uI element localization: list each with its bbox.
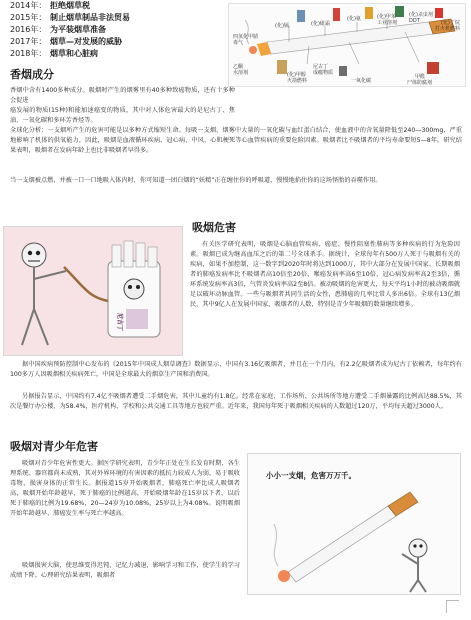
components-paragraph: 全球化分析：一支烟所产生的危害可能是以多种方式缩短生命。每吸一支烟，烟雾中大量的一氧化碳与血红蛋白结合，使血液中的含氧量降低至240—300mg，严重地影响了机体的供氧能力，因此，吸烟是血液循环疾病、冠心病、中风、心肌梗死等心血管疾病的重要危险因素。吸烟者比不吸烟者的平均寿命要短5—8年。研究结果表明，吸烟者在发病年龄上也比非吸烟者早得多。 [10, 127, 462, 154]
timeline-event: 烟草和心脏病 [50, 49, 98, 58]
teens-paragraph: 吸烟损害大脑，使思维变得迟钝，记忆力减退，影响学习和工作，使学生的学习成绩下降。心理研究结果表明，吸烟者 [10, 562, 240, 579]
poster-smoking-death [3, 226, 183, 356]
hazards-paragraph: 另据报告显示，中国约有7.4亿不吸烟者遭受二手烟危害，其中儿童约有1.8亿。经常在家庭、工作场所、公共场所等地方遭受二手烟暴露的比例高达88.5%，其次是餐厅办公楼，为58.4%，医疗机构、学校和公共交通工具等地方也较严重。近年来，我国每年死于吸烟相关疾病的人数超过120万，平均每天超过3000人。 [10, 393, 462, 410]
timeline-year: 2015年： [10, 13, 47, 22]
timeline-event: 为平装烟草准备 [50, 25, 106, 34]
ingredient-note: 尸体防腐剂 [407, 80, 433, 86]
theme-timeline [10, 0, 210, 60]
ingredient-label: (化)杀虫剂 [409, 12, 433, 18]
ingredient-note: 成瘾物质 [313, 70, 334, 76]
poster-small-cigarette [247, 453, 461, 595]
timeline-year: 2016年： [10, 25, 47, 34]
timeline-year: 2017年： [10, 37, 47, 46]
teens-paragraph: 吸烟对青少年危害性更大。据医学研究表明，青少年正处在生长发育时期，各生理系统、器官都尚未成熟，其对外界环境的有害因素的抵抗力较成人为弱，易于吸收毒物，损害身体的正常生长。据报道15岁开始吸烟者，肺癌死亡率比成人吸烟者高，吸烟开始年龄越早，死于肺癌的比例越高，开始吸烟年龄在15岁以下者，以后死于肺癌的比例为19.68%，20—24岁为10.08%，25岁以上为4.08%。说明吸烟开始年龄越早，肺癌发生率与死亡率越高。 [10, 460, 240, 517]
timeline-event: 制止烟草制品非法贸易 [50, 13, 130, 22]
ingredient-label: (化)甲苯 [377, 14, 396, 20]
page-corner-mark [446, 600, 459, 613]
components-paragraph: 癌发展的物质(15种)和能加速癌变的物质，其中对人体危害最大的是尼古丁、焦油、一氧化碳和多环芳香烃等。 [10, 107, 235, 124]
ingredient-note: DDT [409, 18, 420, 24]
ingredient-label: 尼古丁 [313, 64, 329, 70]
timeline-year: 2014年： [10, 1, 47, 10]
timeline-row [10, 48, 210, 60]
ingredient-label: (化)甲醇 [287, 72, 306, 78]
cigarette-ingredients-illustration [228, 3, 466, 87]
ingredient-label: (化)镉 [275, 23, 289, 29]
ingredient-note: 毒气 [233, 40, 244, 46]
components-paragraph: 当一支烟被点燃，并被一口一口地吸入体内时，你可知道一团白烟的“妖精”正在缠住你的呼吸道，慢慢地掐住你的这场怪胎的吞噬作用。 [10, 177, 382, 184]
ingredient-label: (化)氨 [347, 16, 361, 22]
ingredient-label: 一氧化碳 [351, 78, 372, 84]
section-title-components: 香烟成分 [10, 68, 54, 81]
poster-nicotine-label: 尼古丁 [116, 313, 123, 332]
timeline-row [10, 0, 210, 12]
timeline-event: 烟草—对发展的威胁 [50, 37, 122, 46]
skeleton-icon [4, 227, 182, 355]
hazards-intro-paragraph: 有关医学研究表明，吸烟是心脑血管疾病、癌症、慢性阻塞性肺病等多种疾病的行为危险因素。吸烟已成为继高血压之后的第二号全球杀手。据统计，全球每年有500万人死于与吸烟有关的疾病，如果不加控制，这一数字到2020年时将达到1000万，其中大部分在发展中国家。长期吸烟者的肺癌发病率比不吸烟者高10倍至20倍，喉癌发病率高6至10倍，冠心病发病率高2至3倍，循环系统发病率高3倍，气管炎发病率高2至8倍。被动吸烟的危害更大，每天平均1小时的被动吸烟就足以破坏动脉血管。一些与吸烟者共同生活的女性，患肺癌的几率比常人多出6倍。全球有13亿烟民，其中9亿人在发展中国家，吸烟者的人数，特别是青少年吸烟的数量继续增多。 [190, 241, 460, 308]
timeline-row [10, 36, 210, 48]
ingredient-label: (化)丁烷 [441, 20, 460, 26]
ingredient-note: 工业溶剂 [377, 20, 398, 26]
ingredient-note: 水溶剂 [233, 70, 249, 76]
hazards-paragraph: 据中国疾病预防控制中心发布的《2015年中国成人烟草调查》数据显示，中国有3.16亿吸烟者，并且在一个月内，有2.2亿吸烟者成为尼古丁依赖者，每年约有100多万人因吸烟相关疾病死亡，中国是全球最大的烟草生产国和消费国。 [10, 361, 462, 378]
poster-caption: 小小一支烟，危害万万千。 [266, 471, 356, 480]
section-title-hazards: 吸烟危害 [192, 221, 236, 234]
timeline-event: 拒绝烟草税 [50, 1, 90, 10]
timeline-row [10, 24, 210, 36]
timeline-year: 2018年： [10, 49, 47, 58]
ingredient-label: 乙酮 [233, 64, 244, 70]
section-title-teens: 吸烟对青少年危害 [10, 440, 98, 453]
ingredient-note: 火箭燃料 [287, 78, 308, 84]
ingredient-label: 四氢化甲腈 [233, 34, 259, 40]
components-paragraph: 香烟中含有1400多种成分。吸烟时产生的烟雾里有40多种致癌物质，还有十多种会促进 [10, 87, 235, 104]
timeline-row [10, 12, 210, 24]
ingredient-label: 甲醛 [415, 74, 426, 80]
ingredient-label: (化)砒霜 [311, 21, 330, 27]
ingredient-note: 打火机燃料 [435, 26, 461, 32]
